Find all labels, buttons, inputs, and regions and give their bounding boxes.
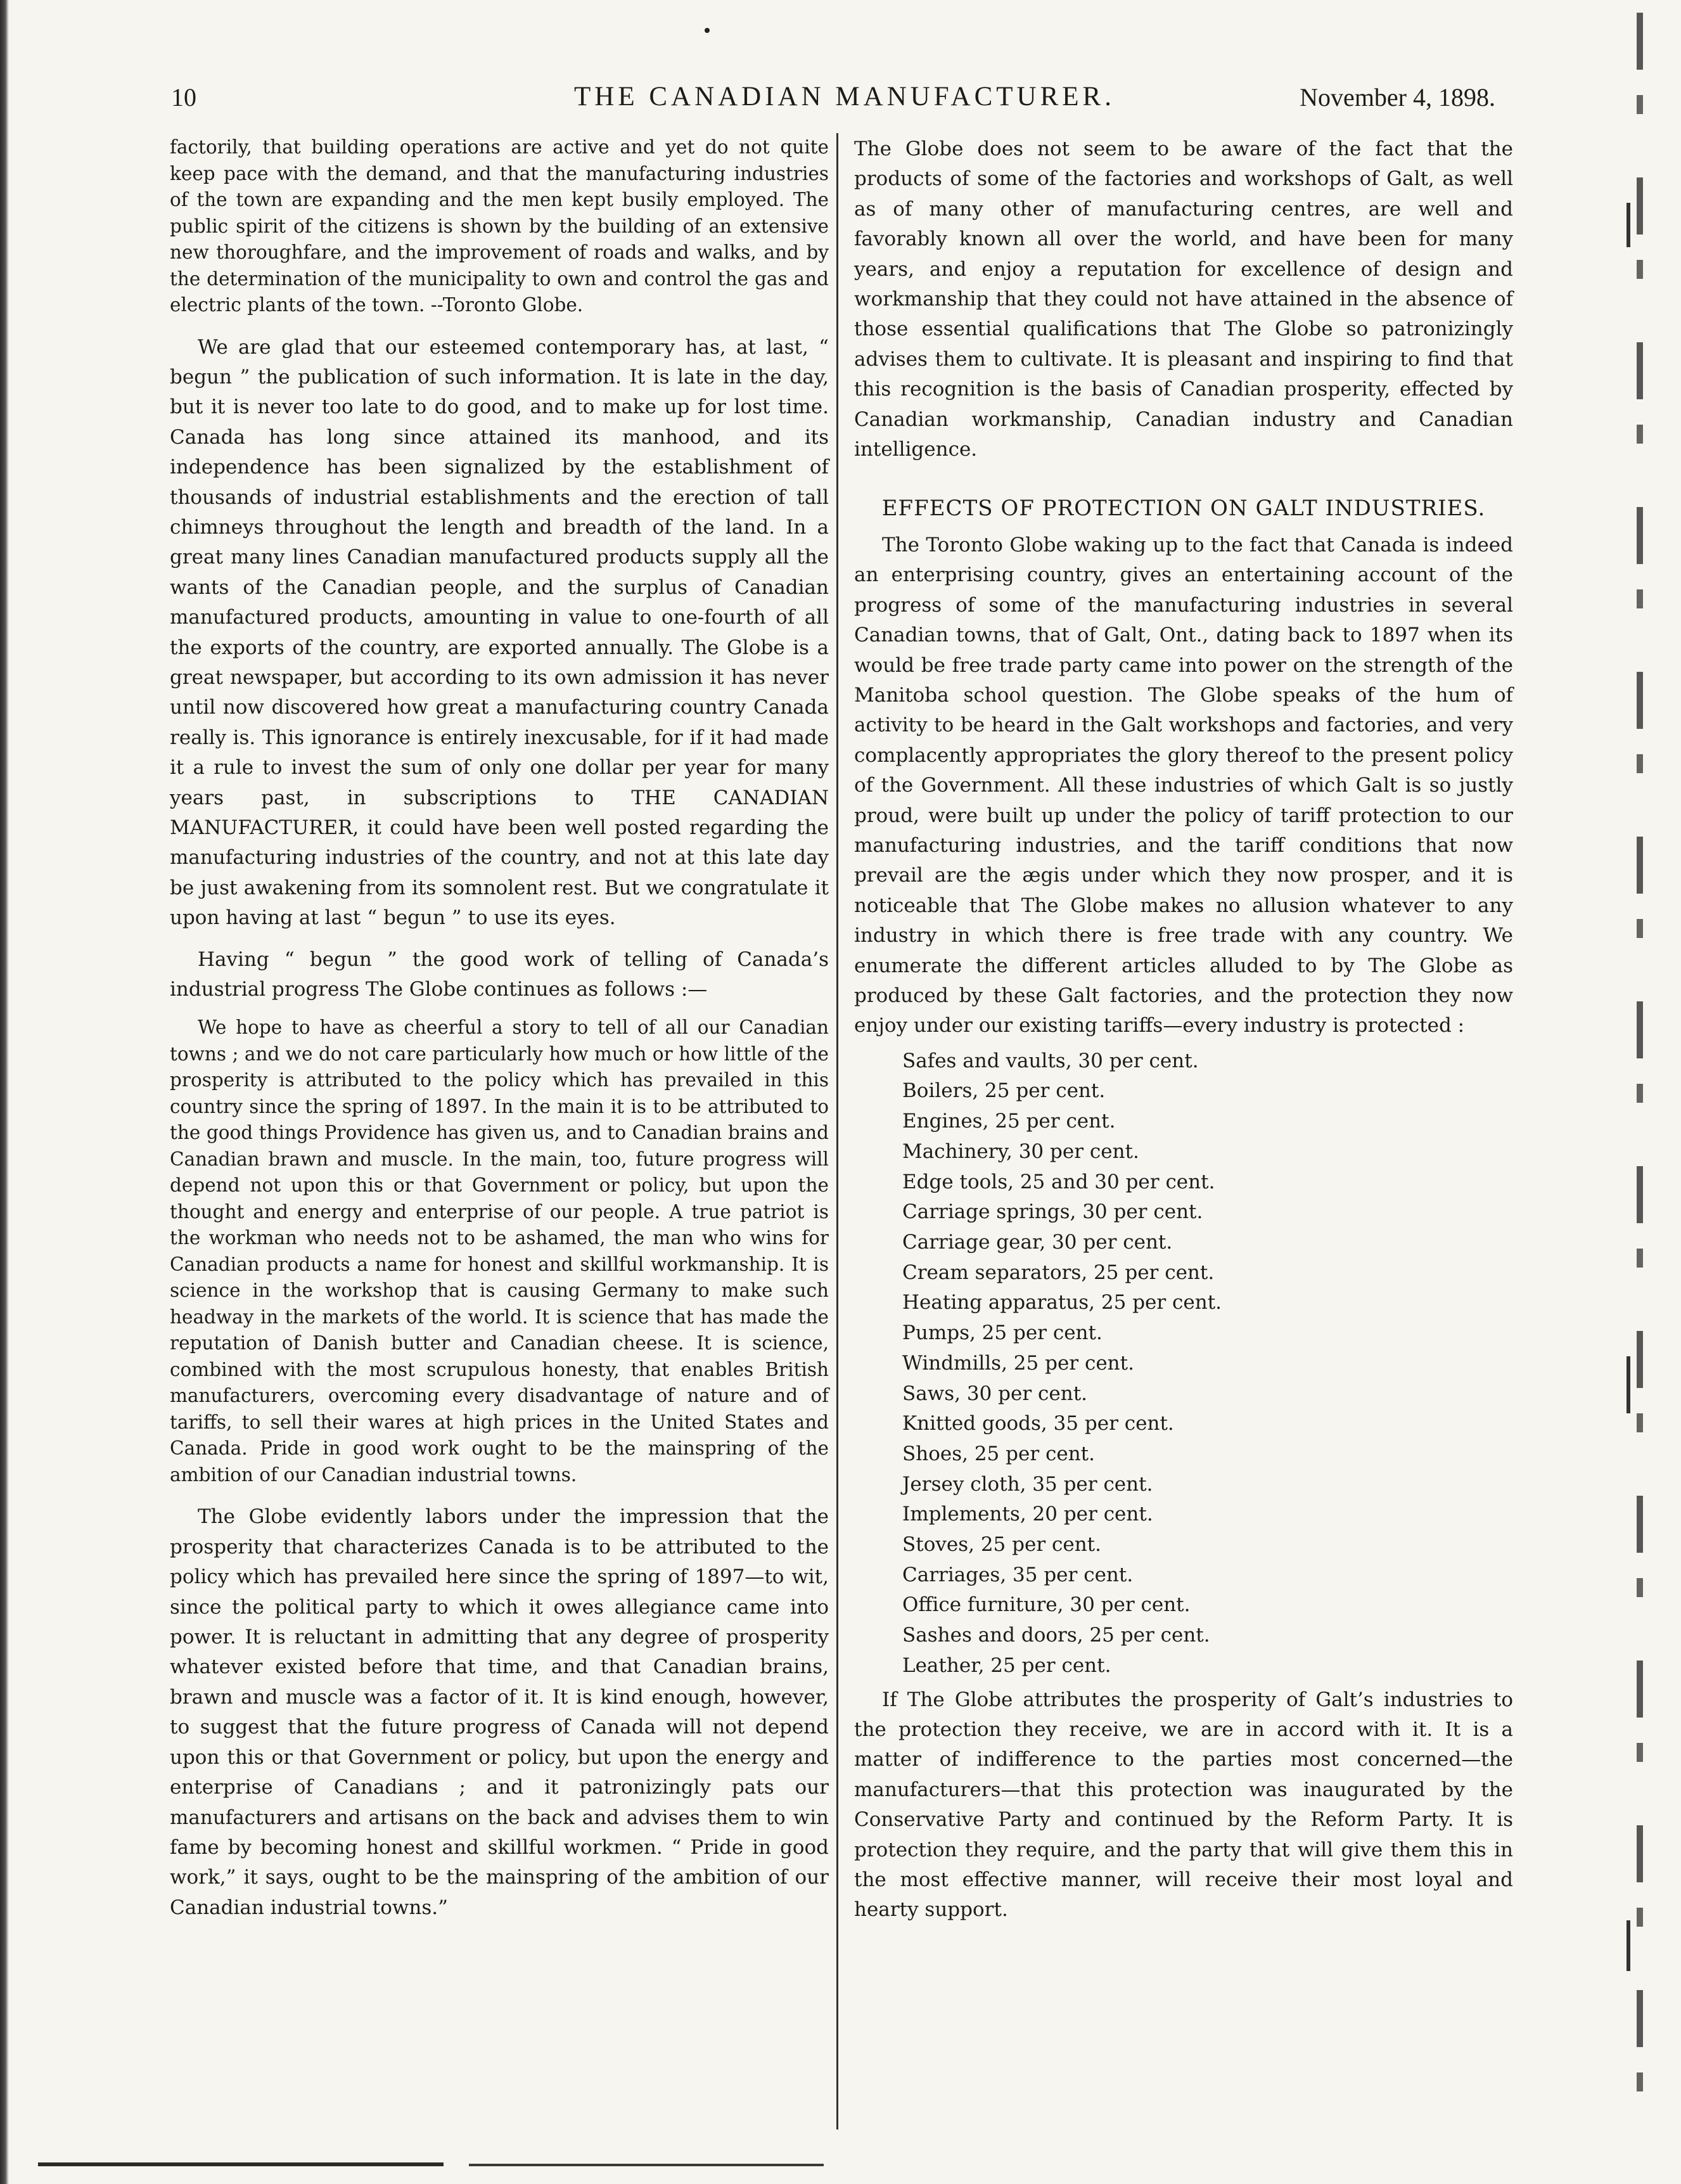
editorial-paragraph: Having “ begun ” the good work of telling of Canada’s industrial progress The Globe continues as follows :—	[170, 947, 829, 1001]
list-item: Heating apparatus, 25 per cent.	[902, 1291, 1222, 1314]
editorial-paragraph: The Globe evidently labors under the impression that the prosperity that characterizes Canada is to be attributed to the policy which has prevailed here since the spring of 1897—to wit, since the political party to which it owes allegiance came into power. It is reluctant in admitting that any degree of prosperity whatever existed before that time, and that Canadian brains, brawn and muscle was a factor of it. It is kind enough, however, to suggest that the future progress of Canada will not depend upon this or that Government or policy, but upon the energy and enterprise of Canadians ; and it patronizingly pats our manufacturers and artisans on the back and advises them to win fame by becoming honest and skillful workmen. “ Pride in good work,” it says, ought to be the mainspring of the ambition of our Canadian industrial towns.”	[170, 1505, 829, 1919]
editorial-paragraph: The Toronto Globe waking up to the fact that Canada is indeed an enterprising country, gives an entertaining account of the progress of some of the manufacturing industries in several Canadian towns, that of Galt, Ont., dating back to 1897 when its would be free trade party came into power on the strength of the Manitoba school question. The Globe speaks of the hum of activity to be heard in the Galt workshops and factories, and very complacently appropriates the glory thereof to the present policy of the Government. All these industries of which Galt is so justly proud, were built up under the policy of tariff protection to our manufacturing industries, and the tariff conditions that now prevail are the ægis under which they now prosper, and it is noticeable that The Globe makes no allusion whatever to any industry in which there is free trade with any country. We enumerate the different articles alluded to by The Globe as produced by these Galt factories, and the protection they now enjoy under our existing tariffs—every industry is protected :	[854, 533, 1513, 1037]
list-item: Machinery, 30 per cent.	[902, 1140, 1139, 1163]
issue-date: November 4, 1898.	[1300, 83, 1495, 112]
quoted-passage: We hope to have as cheerful a story to tell of all our Canadian towns ; and we do not care particularly how much or how little of the prosperity is attributed to the policy which has prevailed in this country since the spring of 1897. In the main it is to be attributed to the good things Providence has given us, and to Canadian brains and Canadian brawn and muscle. In the main, too, future progress will depend not upon this or that Government or policy, but upon the thought and energy and enterprise of our people. A true patriot is the workman who needs not to be ashamed, the man who wins for Canadian products a name for honest and skillful workmanship. It is science in the workshop that is causing Germany to make such headway in the markets of the world. It is science that has made the reputation of Danish butter and Canadian cheese. It is science, combined with the most scrupulous honesty, that enables British manufacturers, overcoming every disadvantage of nature and of tariffs, to sell their wares at high prices in the United States and Canada. Pride in good work ought to be the mainspring of the ambition of our Canadian industrial towns.	[170, 1017, 829, 1486]
list-item: Carriages, 35 per cent.	[902, 1563, 1134, 1586]
list-item: Engines, 25 per cent.	[902, 1110, 1116, 1133]
list-item: Jersey cloth, 35 per cent.	[902, 1472, 1153, 1496]
list-item: Safes and vaults, 30 per cent.	[902, 1049, 1199, 1072]
quoted-passage-continued: factorily, that building operations are active and yet do not quite keep pace with the demand, and that the manufacturing industries of the town are expanding and the men kept busily employed. The public spirit of the citizens is shown by the building of an extensive new thoroughfare, and the improvement of roads and walks, and by the determination of the municipality to own and control the gas and electric plants of the town. --Toronto Globe.	[170, 136, 829, 316]
tariff-list	[854, 1046, 1513, 1681]
list-item: Carriage gear, 30 per cent.	[902, 1231, 1173, 1254]
printer-dot	[705, 28, 710, 33]
section-heading: EFFECTS OF PROTECTION ON GALT INDUSTRIES.	[881, 496, 1486, 522]
scan-edge-right	[1637, 13, 1643, 2155]
page-header	[171, 75, 1495, 119]
list-item: Pumps, 25 per cent.	[902, 1321, 1103, 1345]
left-column	[170, 134, 829, 1934]
list-item: Saws, 30 per cent.	[902, 1382, 1088, 1405]
editorial-paragraph: If The Globe attributes the prosperity of Galt’s industries to the protection they receive, we are in accord with it. It is a matter of indifference to the parties most concerned—the manufacturers—that this protection was inaugurated by the Conservative Party and continued by the Reform Party. It is protection they require, and the party that will give them this in the most effective manner, will receive their most loyal and hearty support.	[854, 1688, 1513, 1922]
list-item: Leather, 25 per cent.	[902, 1654, 1111, 1677]
list-item: Sashes and doors, 25 per cent.	[902, 1624, 1210, 1647]
list-item: Stoves, 25 per cent.	[902, 1533, 1101, 1557]
column-rule	[836, 133, 838, 2129]
scan-mark	[1627, 1356, 1630, 1413]
footer-rule	[38, 2162, 444, 2166]
editorial-paragraph: The Globe does not seem to be aware of the fact that the products of some of the factories and workshops of Galt, as well as of many other of manufacturing centres, are well and favorably known all over the world, and have been for many years, and enjoy a reputation for excellence of design and workmanship that they could not have attained in the absence of those essential qualifications that The Globe so patronizingly advises them to cultivate. It is pleasant and inspiring to find that this recognition is the basis of Canadian prosperity, effected by Canadian workmanship, Canadian industry and Canadian intelligence.	[854, 138, 1513, 461]
footer-rule	[469, 2164, 824, 2166]
list-item: Knitted goods, 35 per cent.	[902, 1412, 1174, 1436]
list-item: Office furniture, 30 per cent.	[902, 1593, 1191, 1617]
list-item: Boilers, 25 per cent.	[902, 1079, 1106, 1103]
list-item: Windmills, 25 per cent.	[902, 1351, 1134, 1375]
list-item: Implements, 20 per cent.	[902, 1503, 1153, 1526]
masthead-title: THE CANADIAN MANUFACTURER.	[574, 82, 1115, 112]
scan-edge-left	[0, 0, 9, 2184]
editorial-paragraph: We are glad that our esteemed contemporary has, at last, “ begun ” the publication of such information. It is late in the day, but it is never too late to do good, and to make up for lost time. Canada has long since attained its manhood, and its independence has been signalized by the establishment of thousands of industrial establishments and the erection of tall chimneys throughout the length and breadth of the land. In a great many lines Canadian manufactured products supply all the wants of the Canadian people, and the surplus of Canadian manufactured products, amounting in value to one-fourth of all the exports of the country, are exported annually. The Globe is a great newspaper, but according to its own admission it has never until now discovered how great a manufacturing country Canada really is. This ignorance is entirely inexcusable, for if it had made it a rule to invest the sum of only one dollar per year for many years past, in subscriptions to THE CANADIAN MANUFACTURER, it could have been well posted regarding the manufacturing industries of the country, and not at this late day be just awakening from its somnolent rest. But we congratulate it upon having at last “ begun ” to use its eyes.	[170, 335, 829, 930]
scan-mark	[1627, 203, 1630, 247]
list-item: Edge tools, 25 and 30 per cent.	[902, 1170, 1215, 1193]
page-number: 10	[171, 83, 196, 112]
right-column	[854, 134, 1513, 1937]
scan-mark	[1627, 1920, 1630, 1971]
list-item: Shoes, 25 per cent.	[902, 1442, 1095, 1465]
list-item: Carriage springs, 30 per cent.	[902, 1200, 1203, 1224]
list-item: Cream separators, 25 per cent.	[902, 1261, 1215, 1284]
